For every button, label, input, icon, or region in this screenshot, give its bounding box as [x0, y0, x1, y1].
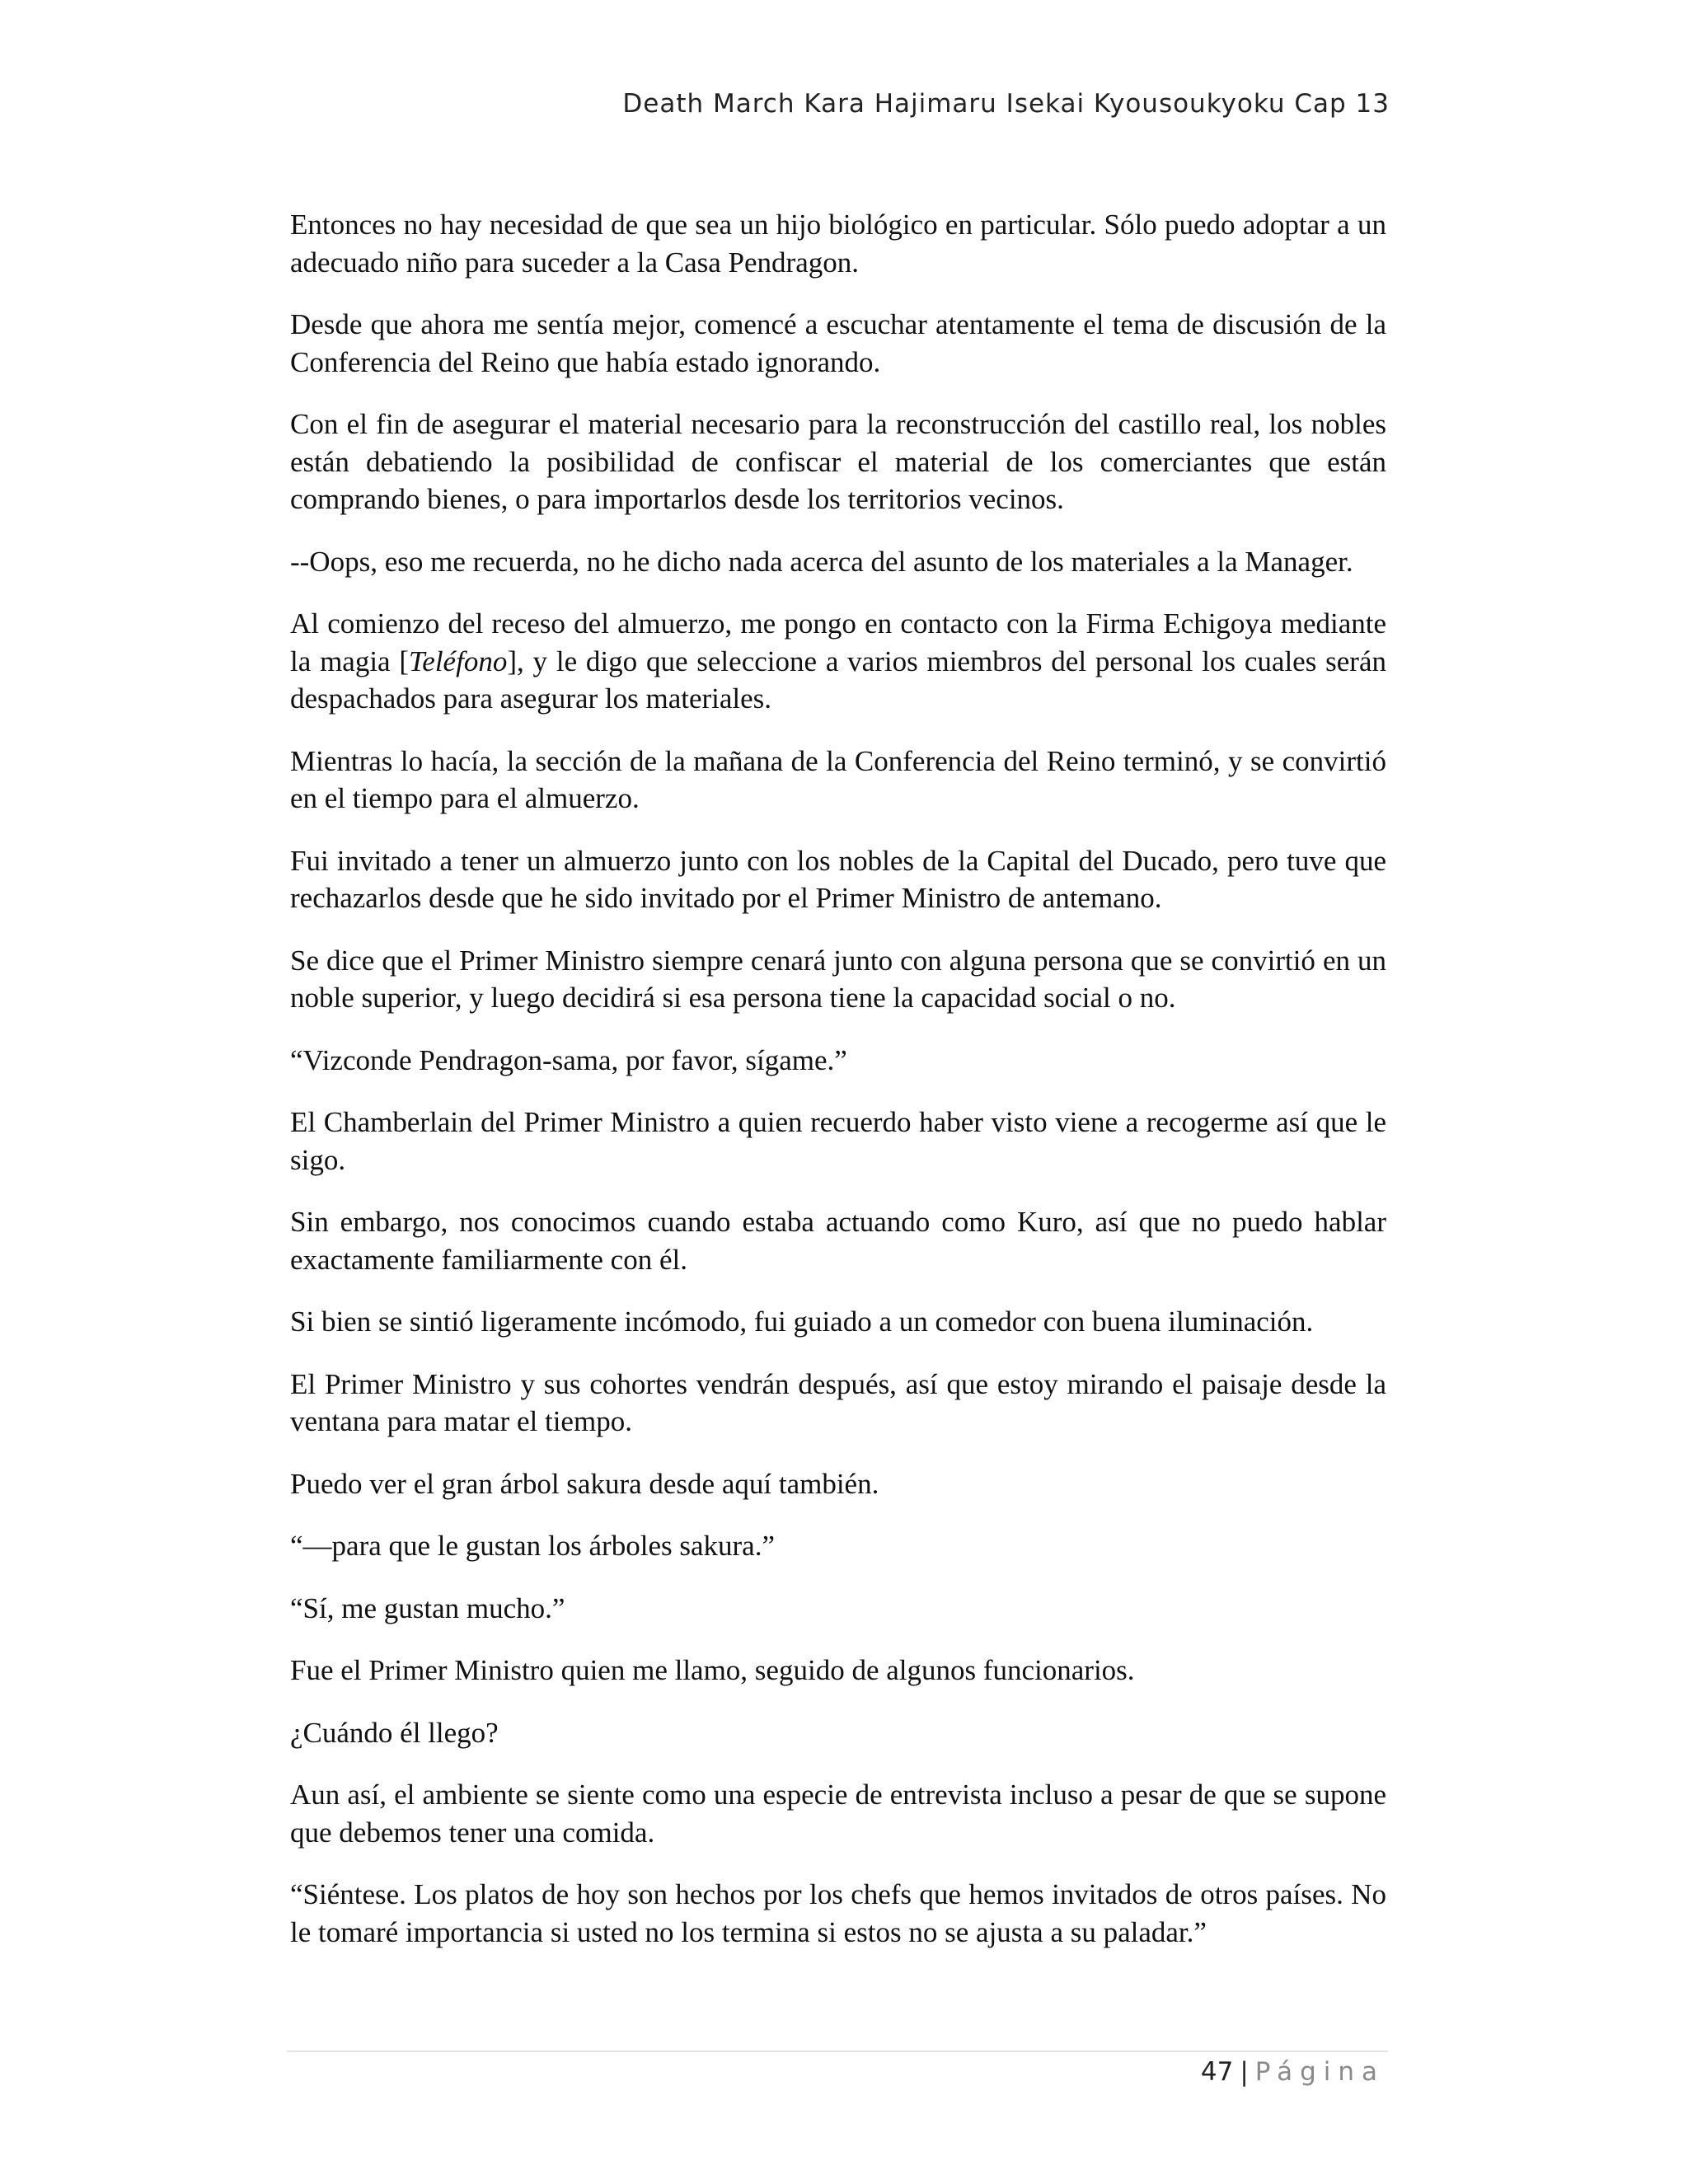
paragraph: ¿Cuándo él llego?: [290, 1716, 499, 1749]
italic-term: Teléfono: [409, 644, 508, 677]
paragraph: Se dice que el Primer Ministro siempre cenará junto con alguna persona que se convirtió en un noble superior, y luego decidirá si esa persona tiene la capacidad social o no.: [290, 944, 1386, 1014]
page-number: 47: [1200, 2057, 1234, 2087]
paragraph: Sin embargo, nos conocimos cuando estaba actuando como Kuro, así que no puedo hablar exactamente familiarmente con él.: [290, 1206, 1386, 1276]
footer-divider: [287, 2050, 1388, 2052]
body-text: [290, 206, 1386, 1975]
paragraph: “—para que le gustan los árboles sakura.”: [290, 1530, 775, 1562]
paragraph: Fui invitado a tener un almuerzo junto con los nobles de la Capital del Ducado, pero tuve que rechazarlos desde que he sido invitado por el Primer Ministro de antemano.: [290, 844, 1386, 914]
paragraph: Desde que ahora me sentía mejor, comencé a escuchar atentamente el tema de discusión de la Conferencia del Reino que había estado ignorando.: [290, 308, 1386, 378]
paragraph: Fue el Primer Ministro quien me llamo, seguido de algunos funcionarios.: [290, 1654, 1135, 1686]
paragraph: Si bien se sintió ligeramente incómodo, fui guiado a un comedor con buena iluminación.: [290, 1305, 1314, 1338]
paragraph: El Chamberlain del Primer Ministro a quien recuerdo haber visto viene a recogerme así que le sigo.: [290, 1106, 1386, 1176]
page-footer: [1201, 2057, 1385, 2087]
page-header-title: Death March Kara Hajimaru Isekai Kyousoukyoku Cap 13: [622, 89, 1390, 119]
page-word: Página: [1254, 2057, 1385, 2087]
paragraph: El Primer Ministro y sus cohortes vendrán después, así que estoy mirando el paisaje desde la ventana para matar el tiempo.: [290, 1367, 1386, 1437]
paragraph-text: ], y le digo que seleccione a varios miembros del personal los cuales serán despachados para asegurar los materiales.: [290, 644, 1386, 715]
paragraph: Con el fin de asegurar el material necesario para la reconstrucción del castillo real, los nobles están debatiendo la posibilidad de confiscar el material de los comerciantes que están comprando bienes, o para importarlos desde los territorios vecinos.: [290, 408, 1386, 515]
paragraph: Puedo ver el gran árbol sakura desde aquí también.: [290, 1467, 879, 1500]
paragraph-text: Al comienzo del receso del almuerzo, me pongo en contacto con la Firma Echigoya mediante la magia [: [290, 607, 1386, 677]
paragraph: “Vizconde Pendragon-sama, por favor, sígame.”: [290, 1043, 847, 1076]
paragraph: Aun así, el ambiente se siente como una especie de entrevista incluso a pesar de que se supone que debemos tener una comida.: [290, 1779, 1386, 1849]
paragraph: “Siéntese. Los platos de hoy son hechos por los chefs que hemos invitados de otros países. No le tomaré importancia si usted no los termina si estos no se ajusta a su paladar.”: [290, 1878, 1386, 1948]
paragraph: --Oops, eso me recuerda, no he dicho nada acerca del asunto de los materiales a la Manager.: [290, 545, 1353, 578]
paragraph: [290, 605, 1386, 718]
footer-separator: |: [1240, 2057, 1249, 2087]
paragraph: Mientras lo hacía, la sección de la mañana de la Conferencia del Reino terminó, y se convirtió en el tiempo para el almuerzo.: [290, 744, 1386, 814]
paragraph: “Sí, me gustan mucho.”: [290, 1591, 565, 1624]
paragraph: Entonces no hay necesidad de que sea un hijo biológico en particular. Sólo puedo adoptar a un adecuado niño para suceder a la Casa Pendragon.: [290, 209, 1386, 279]
